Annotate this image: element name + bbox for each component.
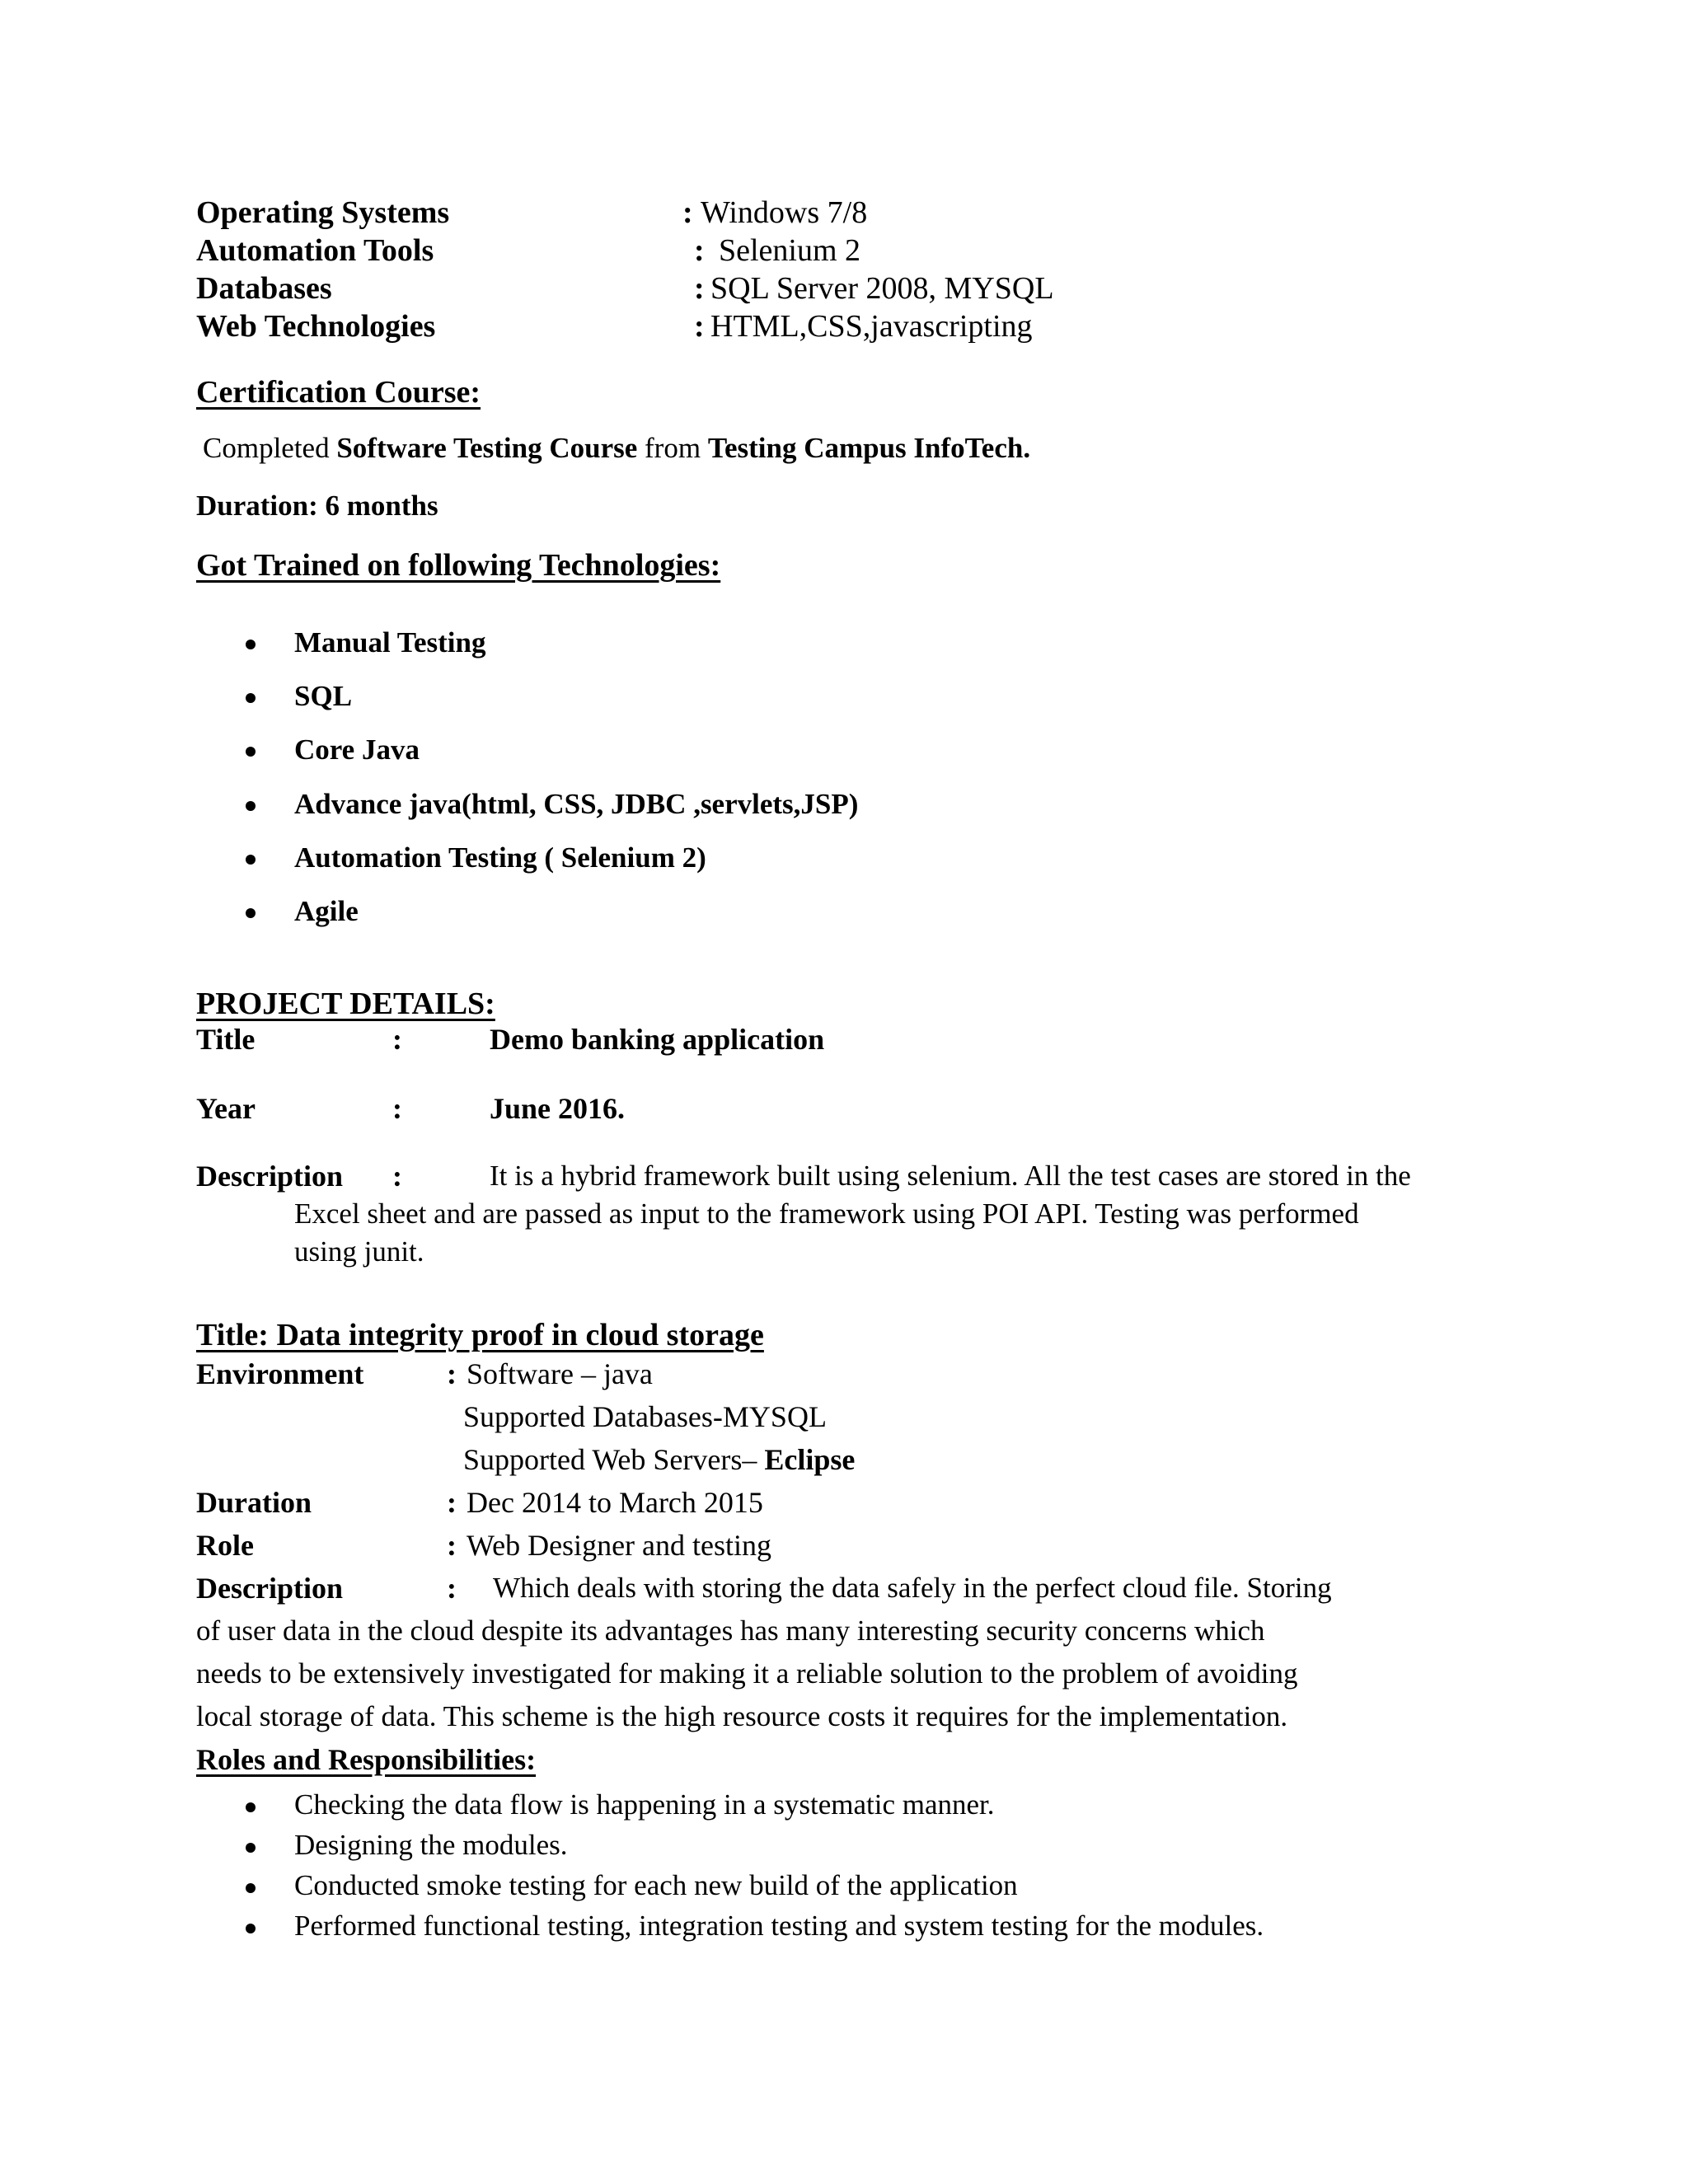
list-item: SQL xyxy=(294,680,353,712)
skill-colon: : xyxy=(694,309,705,344)
description-line: of user data in the cloud despite its advantages has many interesting security concerns which xyxy=(196,1615,1265,1647)
project-title-label: Title xyxy=(196,1023,256,1056)
bullet-icon xyxy=(246,801,256,811)
project-year-colon: : xyxy=(392,1092,402,1125)
course-name: Software Testing Course xyxy=(336,432,638,464)
environment-colon: : xyxy=(447,1357,457,1390)
certification-duration: Duration: 6 months xyxy=(196,490,438,522)
duration-colon: : xyxy=(447,1486,457,1519)
description-line: needs to be extensively investigated for making it a reliable solution to the problem of avoiding xyxy=(196,1657,1298,1690)
description-line: local storage of data. This scheme is the high resource costs it requires for the implementation. xyxy=(196,1700,1288,1732)
list-item: Automation Testing ( Selenium 2) xyxy=(294,841,706,874)
bullet-icon xyxy=(246,693,256,703)
trained-heading: Got Trained on following Technologies: xyxy=(196,548,721,583)
bullet-icon xyxy=(246,640,256,649)
environment-label: Environment xyxy=(196,1357,364,1390)
bullet-icon xyxy=(246,1843,256,1853)
project-title-value: Demo banking application xyxy=(490,1023,825,1056)
roles-heading: Roles and Responsibilities: xyxy=(196,1743,537,1776)
list-item: Agile xyxy=(294,895,359,927)
environment-line: Software – java xyxy=(467,1357,653,1390)
skill-label: Automation Tools xyxy=(196,233,434,268)
environment-servers-value: Eclipse xyxy=(764,1443,856,1476)
skill-colon: : xyxy=(694,233,705,268)
skill-label: Web Technologies xyxy=(196,309,436,344)
skill-colon: : xyxy=(694,271,705,306)
list-item: Performed functional testing, integration testing and system testing for the modules. xyxy=(294,1910,1264,1942)
certification-heading: Certification Course: xyxy=(196,375,481,410)
skill-label: Databases xyxy=(196,271,332,306)
completed-text: Completed xyxy=(203,432,337,464)
bullet-icon xyxy=(246,1883,256,1893)
bullet-icon xyxy=(246,855,256,865)
description-colon: : xyxy=(447,1572,457,1605)
project-desc-line: Excel sheet and are passed as input to the framework using POI API. Testing was performed xyxy=(294,1197,1359,1230)
project-year-value: June 2016. xyxy=(490,1092,626,1125)
duration-label: Duration xyxy=(196,1486,312,1519)
list-item: Designing the modules. xyxy=(294,1829,568,1861)
list-item: Core Java xyxy=(294,733,420,766)
skill-value: SQL Server 2008, MYSQL xyxy=(710,271,1054,306)
environment-line: Supported Databases-MYSQL xyxy=(463,1400,827,1433)
role-value: Web Designer and testing xyxy=(467,1529,772,1562)
list-item: Conducted smoke testing for each new build of the application xyxy=(294,1869,1018,1901)
skill-label: Operating Systems xyxy=(196,195,450,230)
skill-value: HTML,CSS,javascripting xyxy=(710,309,1033,344)
project2-heading: Title: Data integrity proof in cloud storage xyxy=(196,1318,764,1352)
description-label: Description xyxy=(196,1572,343,1605)
project-title-colon: : xyxy=(392,1023,402,1056)
skill-value: Windows 7/8 xyxy=(701,195,868,230)
bullet-icon xyxy=(246,1924,256,1933)
project-details-heading: PROJECT DETAILS: xyxy=(196,987,495,1021)
role-colon: : xyxy=(447,1529,457,1562)
bullet-icon xyxy=(246,908,256,918)
project-desc-label: Description xyxy=(196,1160,343,1193)
project-desc-colon: : xyxy=(392,1160,402,1193)
bullet-icon xyxy=(246,1802,256,1812)
duration-value: Dec 2014 to March 2015 xyxy=(467,1486,763,1519)
from-text: from xyxy=(637,432,708,464)
list-item: Advance java(html, CSS, JDBC ,servlets,JSP) xyxy=(294,788,859,820)
environment-servers-text: Supported Web Servers– xyxy=(463,1443,765,1476)
list-item: Manual Testing xyxy=(294,626,486,658)
list-item: Checking the data flow is happening in a systematic manner. xyxy=(294,1788,995,1821)
environment-line xyxy=(463,1442,855,1477)
skill-colon: : xyxy=(682,195,693,230)
certification-line xyxy=(203,432,1030,465)
skill-value: Selenium 2 xyxy=(719,233,861,268)
project-desc-line: It is a hybrid framework built using selenium. All the test cases are stored in the xyxy=(490,1160,1411,1192)
role-label: Role xyxy=(196,1529,254,1562)
description-line: Which deals with storing the data safely in the perfect cloud file. Storing xyxy=(493,1572,1332,1604)
bullet-icon xyxy=(246,747,256,757)
project-desc-line: using junit. xyxy=(294,1235,424,1268)
project-year-label: Year xyxy=(196,1092,256,1125)
institute-name: Testing Campus InfoTech. xyxy=(707,432,1031,464)
